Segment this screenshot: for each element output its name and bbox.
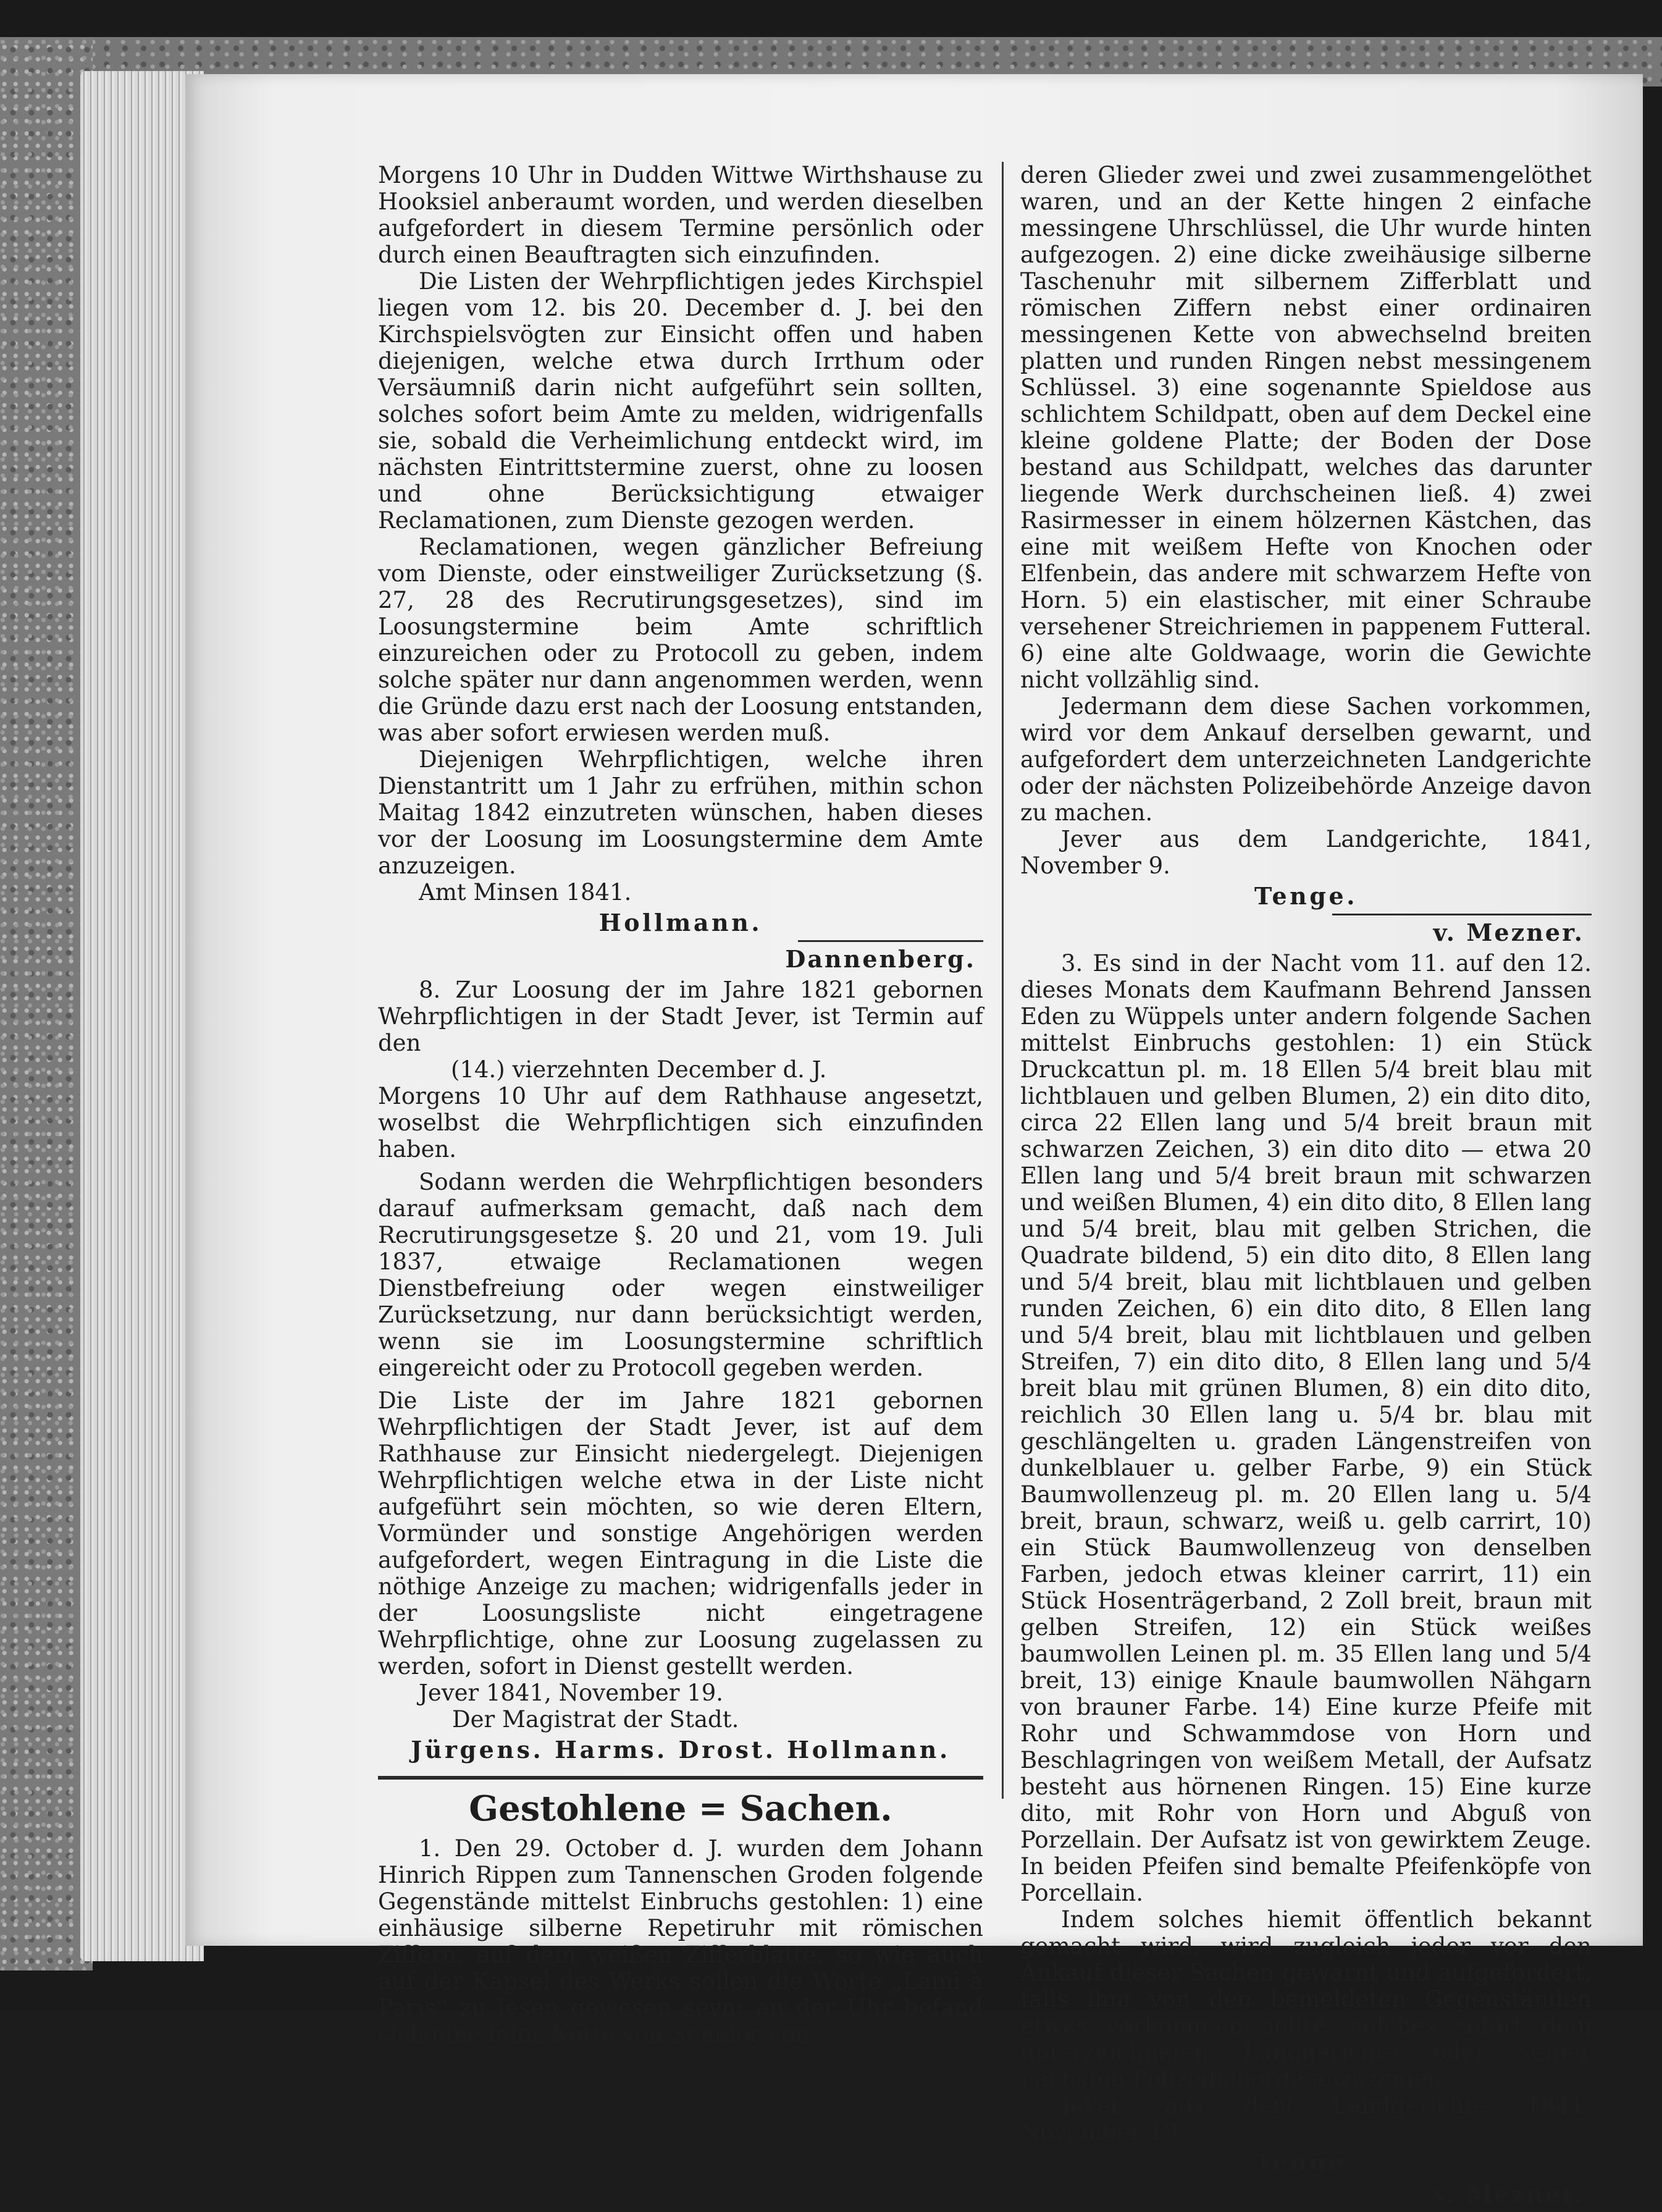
- notice-8: 8. Zur Loosung der im Jahre 1821 gebornen Wehrpflichtigen in der Stadt Jever, ist Termin auf den: [378, 977, 983, 1056]
- right-signer-4: v. Mezner.: [1433, 2180, 1584, 2208]
- right-column: [1020, 162, 1592, 2212]
- left-place-2: Jever 1841, November 19.: [419, 1680, 724, 1706]
- left-column: [378, 162, 983, 2048]
- left-para-4: Diejenigen Wehrpflichtigen, welche ihren Dienstantritt um 1 Jahr zu erfrühen, mithin schon Maitag 1842 einzutreten wünschen, haben dieses vor der Loosung im Loosungstermine dem Amte anzuzeigen.: [378, 746, 983, 879]
- column-rule: [1002, 162, 1004, 1799]
- left-signer-2: Dannenberg.: [785, 945, 976, 973]
- right-para-1: deren Glieder zwei und zwei zusammengelöthet waren, und an der Kette hingen 2 einfache messingene Uhrschlüssel, die Uhr wurde hinten aufgezogen. 2) eine dicke zweihäusige silberne Taschenuhr mit silbernem Zifferblatt und römischen Ziffern nebst einer ordinairen messingenen Kette von abwechselnd breiten platten und runden Ringen nebst messingenem Schlüssel. 3) eine sogenannte Spieldose aus schlichtem Schildpatt, oben auf dem Deckel eine kleine goldene Platte; der Boden der Dose bestand aus Schildpatt, welches das darunter liegende Werk durchscheinen ließ. 4) zwei Rasirmesser in einem hölzernen Kästchen, das eine mit weißem Hefte von Knochen oder Elfenbein, das andere mit schwarzem Hefte von Horn. 5) ein elastischer, mit einer Schraube versehener Streichriemen in pappenem Futteral. 6) eine alte Goldwaage, worin die Gewichte nicht vollzählig sind.: [1020, 162, 1592, 693]
- right-para-2: Jedermann dem diese Sachen vorkommen, wird vor dem Ankauf derselben gewarnt, und aufgefordert dem unterzeichneten Landgerichte oder der nächsten Polizeibehörde Anzeige davon zu machen.: [1020, 693, 1592, 826]
- left-para-1: Morgens 10 Uhr in Dudden Wittwe Wirthshause zu Hooksiel anberaumt worden, und werden dieselben aufgefordert in diesem Termine persönlich oder durch einen Beauftragten sich einzufinden.: [378, 162, 983, 268]
- left-signers-3: Jürgens. Harms. Drost. Hollmann.: [411, 1736, 951, 1764]
- right-place-1: Jever aus dem Landgerichte, 1841, November 9.: [1020, 826, 1592, 879]
- right-signer-1: Tenge.: [1254, 882, 1358, 910]
- left-signer-1: Hollmann.: [598, 909, 763, 936]
- right-place-2: Jever, aus dem Landgerichte 1841, November 19.: [1020, 2092, 1592, 2145]
- left-para-2: Die Listen der Wehrpflichtigen jedes Kirchspiel liegen vom 12. bis 20. December d. J. bei den Kirchspielsvögten zur Einsicht offen und haben diejenigen, welche etwa durch Irrthum oder Versäumniß darin nicht aufgeführt sein sollten, solches sofort beim Amte zu melden, widrigenfalls sie, sobald die Verheimlichung entdeckt wird, im nächsten Eintrittstermine zuerst, ohne zu loosen und ohne Berücksichtigung etwaiger Reclamationen, zum Dienste gezogen werden.: [378, 268, 983, 534]
- left-para-6: Die Liste der im Jahre 1821 gebornen Wehrpflichtigen der Stadt Jever, ist auf dem Rathhause zur Einsicht niedergelegt. Diejenigen Wehrpflichtigen welche etwa in der Liste nicht aufgeführt sein möchten, so wie deren Eltern, Vormünder und sonstige Angehörigen werden aufgefordert, wegen Eintragung in die Liste die nöthige Anzeige zu machen; widrigenfalls jeder in der Loosungsliste nicht eingetragene Wehrpflichtige, ohne zur Loosung zugelassen zu werden, sofort in Dienst gestellt werden.: [378, 1387, 983, 1680]
- left-place-1: Amt Minsen 1841.: [419, 879, 632, 906]
- right-signer-3: Tenge.: [1254, 2148, 1358, 2176]
- notice-3: 3. Es sind in der Nacht vom 11. auf den 12. dieses Monats dem Kaufmann Behrend Janssen Eden zu Wüppels unter andern folgende Sachen mittelst Einbruchs gestohlen: 1) ein Stück Druckcattun pl. m. 18 Ellen 5/4 breit blau mit lichtblauen und gelben Blumen, 2) ein dito dito, circa 22 Ellen lang und 5/4 breit braun mit schwarzen Zeichen, 3) ein dito dito — etwa 20 Ellen lang und 5/4 breit braun mit schwarzen und weißen Blumen, 4) ein dito dito, 8 Ellen lang und 5/4 breit, blau mit gelben Strichen, die Quadrate bildend, 5) ein dito dito, 8 Ellen lang und 5/4 breit, blau mit lichtblauen und gelben runden Zeichen, 6) ein dito dito, 8 Ellen lang und 5/4 breit, blau mit lichtblauen und gelben Streifen, 7) ein dito dito, 8 Ellen lang und 5/4 breit blau mit grünen Blumen, 8) ein dito dito, reichlich 30 Ellen lang u. 5/4 br. blau mit geschlängelten u. graden Längenstreifen von dunkelblauer u. gelber Farbe, 9) ein Stück Baumwollenzeug pl. m. 20 Ellen lang u. 5/4 breit, braun, schwarz, weiß u. gelb carrirt, 10) ein Stück Baumwollenzeug von denselben Farben, jedoch etwas kleiner carrirt, 11) ein Stück Hosenträgerband, 2 Zoll breit, braun mit gelben Streifen, 12) ein Stück weißes baumwollen Leinen pl. m. 35 Ellen lang und 5/4 breit, 13) einige Knaule baumwollen Nähgarn von brauner Farbe. 14) Eine kurze Pfeife mit Rohr und Schwammdose von Horn und Beschlagringen von weißem Metall, der Aufsatz besteht aus hörnenen Ringen. 15) Eine kurze dito, mit Rohr von Horn und Abguß von Porzellain. Der Aufsatz ist von gewirktem Zeuge. In beiden Pfeifen sind bemalte Pfeifenköpfe von Porcellain.: [1020, 950, 1592, 1906]
- authority: Der Magistrat der Stadt.: [452, 1706, 739, 1733]
- notice-8-cont: Morgens 10 Uhr auf dem Rathhause angesetzt, woselbst die Wehrpflichtigen sich einzufinden haben.: [378, 1083, 983, 1163]
- left-para-3: Reclamationen, wegen gänzlicher Befreiung vom Dienste, oder einstweiliger Zurücksetzung (§. 27, 28 des Recrutirungsgesetzes), sind im Loosungstermine beim Amte schriftlich einzureichen oder zu Protocoll zu geben, indem solche später nur dann angenommen werden, wenn die Gründe dazu erst nach der Loosung entstanden, was aber sofort erwiesen werden muß.: [378, 534, 983, 746]
- section-rule: [378, 1776, 983, 1780]
- right-para-3: Indem solches hiemit öffentlich bekannt gemacht wird, wird zugleich jeder vor den Ankauf dieser Sachen gewarnt und aufgefordert, falls ihm von den bemeldeten Gegenständen etwas vorkommen sollte, solches sofort dem unterzeichneten Landgerichte oder seiner nächsten Polizeibehörde anzuzeigen.: [1020, 1906, 1592, 2092]
- notice-8-date: (14.) vierzehnten December d. J.: [451, 1056, 827, 1083]
- right-signature-rule: [1332, 914, 1592, 915]
- section-heading: Gestohlene = Sachen.: [469, 1788, 892, 1829]
- left-para-5: Sodann werden die Wehrpflichtigen besonders darauf aufmerksam gemacht, daß nach dem Recrutirungsgesetze §. 20 und 21, vom 19. Juli 1837, etwaige Reclamationen wegen Dienstbefreiung oder wegen einstweiliger Zurücksetzung, nur dann berücksichtigt werden, wenn sie im Loosungstermine schriftlich eingereicht oder zu Protocoll gegeben werden.: [378, 1169, 983, 1381]
- notice-1: 1. Den 29. October d. J. wurden dem Johann Hinrich Rippen zum Tannenschen Groden folgende Gegenstände mittelst Einbruchs gestohlen: 1) eine einhäusige silberne Repetiruhr mit römischen Ziffern, auf dem weißen Zifferblatte, so wie auch auf der Kapsel des Werks sollen die Worte „Lami à Paris“ zu lesen gewesen seyn; an der Uhr befand sich eine feine Kette von Semilor von: [378, 1835, 983, 2048]
- signature-rule: [798, 940, 983, 942]
- marbled-cover-left: [0, 37, 93, 1970]
- right-signer-2: v. Mezner.: [1433, 919, 1584, 946]
